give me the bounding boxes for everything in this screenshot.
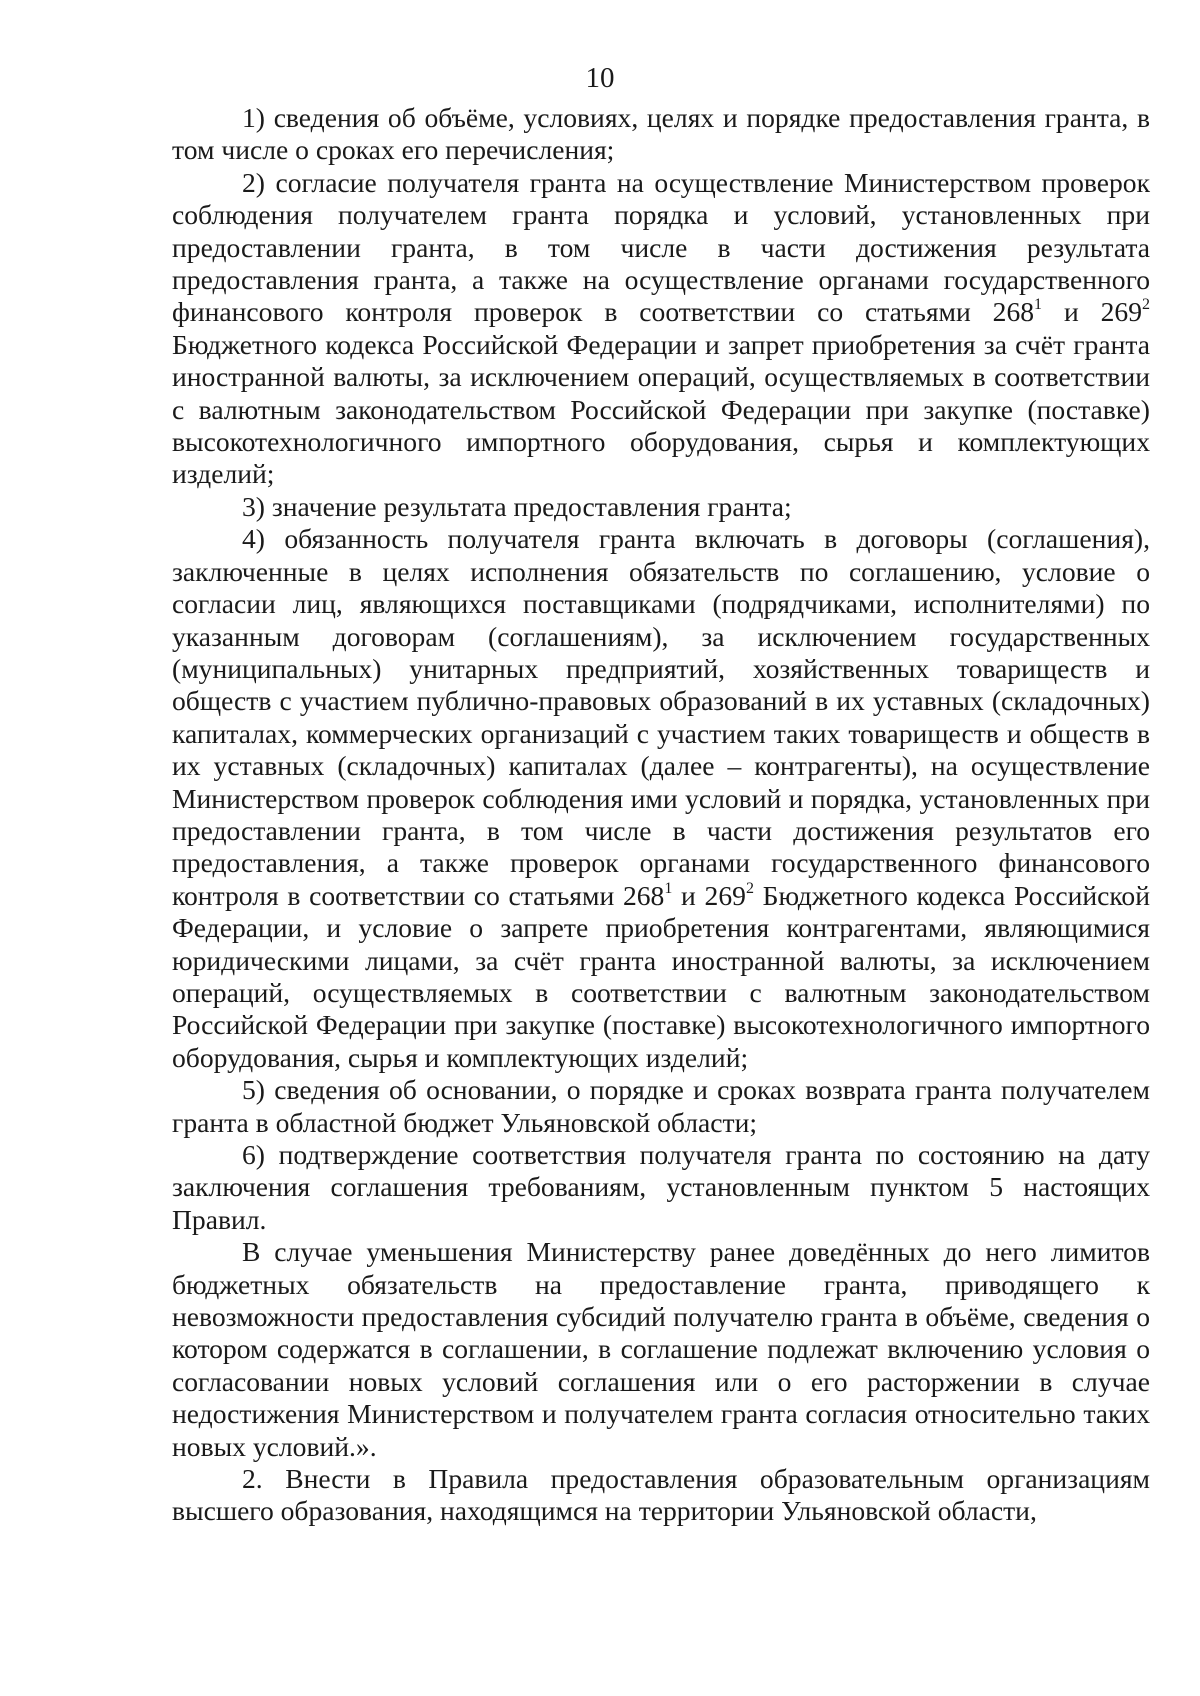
superscript: 1 bbox=[664, 879, 673, 897]
document-body bbox=[172, 102, 1150, 1528]
paragraph-text: и 269 bbox=[672, 879, 746, 911]
paragraph-item-6: 6) подтверждение соответствия получателя гранта по состоянию на дату заключения соглашения требованиям, установленным пунктом 5 настоящих Правил. bbox=[172, 1139, 1150, 1235]
paragraph-text: и 269 bbox=[1042, 296, 1142, 328]
page-number: 10 bbox=[585, 62, 615, 94]
paragraph-item-2 bbox=[172, 167, 1150, 491]
paragraph-text: 4) обязанность получателя гранта включать в договоры (соглашения), заключенные в целях исполнения обязательств по соглашению, условие о согласии лиц, являющихся поставщиками (подрядчиками, исполнителями) по указанным договорам (соглашениям), за исключением государственных (муниципальных) унитарных предприятий, хозяйственных товариществ и обществ с участием публично-правовых образований в их уставных (складочных) капиталах, коммерческих организаций с участием таких товариществ и обществ в их уставных (складочных) капиталах (далее – контрагенты), на осуществление Министерством проверок соблюдения ими условий и порядка, установленных при предоставлении гранта, в том числе в части достижения результатов его предоставления, а также проверок органами государственного финансового контроля в соответствии со статьями 268 bbox=[172, 523, 1150, 911]
superscript: 2 bbox=[745, 879, 754, 897]
paragraph-item-4 bbox=[172, 523, 1150, 1074]
paragraph-item-1: 1) сведения об объёме, условиях, целях и порядке предоставления гранта, в том числе о сроках его перечисления; bbox=[172, 102, 1150, 166]
paragraph-item-3: 3) значение результата предоставления гранта; bbox=[242, 490, 792, 522]
paragraph-item-5: 5) сведения об основании, о порядке и сроках возврата гранта получателем гранта в областной бюджет Ульяновской области; bbox=[172, 1074, 1150, 1138]
paragraph-text: Бюджетного кодекса Российской Федерации и запрет приобретения за счёт гранта иностранной валюты, за исключением операций, осуществляемых в соответствии с валютным законодательством Российской Федерации при закупке (поставке) высокотехнологичного импортного оборудования, сырья и комплектующих изделий; bbox=[172, 328, 1150, 490]
superscript: 1 bbox=[1034, 296, 1043, 314]
paragraph-text: Бюджетного кодекса Российской Федерации, и условие о запрете приобретения контрагентами, являющимися юридическими лицами, за счёт гранта иностранной валюты, за исключением операций, осуществляемых в соответствии с валютным законодательством Российской Федерации при закупке (поставке) высокотехнологичного импортного оборудования, сырья и комплектующих изделий; bbox=[172, 879, 1150, 1073]
superscript: 2 bbox=[1142, 296, 1150, 314]
paragraph-grant-reduction: В случае уменьшения Министерству ранее доведённых до него лимитов бюджетных обязательств на предоставление гранта, приводящего к невозможности предоставления субсидий получателю гранта в объёме, сведения о котором содержатся в соглашении, в соглашение подлежат включению условия о согласовании новых условий соглашения или о его расторжении в случае недостижения Министерством и получателем гранта согласия относительно таких новых условий.». bbox=[172, 1236, 1150, 1462]
paragraph-section-2: 2. Внести в Правила предоставления образовательным организациям высшего образования, находящимся на территории Ульяновской области, bbox=[172, 1463, 1150, 1527]
paragraph-text: 2) согласие получателя гранта на осуществление Министерством проверок соблюдения получателем гранта порядка и условий, установленных при предоставлении гранта, в том числе в части достижения результата предоставления гранта, а также на осуществление органами государственного финансового контроля проверок в соответствии со статьями 268 bbox=[172, 166, 1150, 328]
